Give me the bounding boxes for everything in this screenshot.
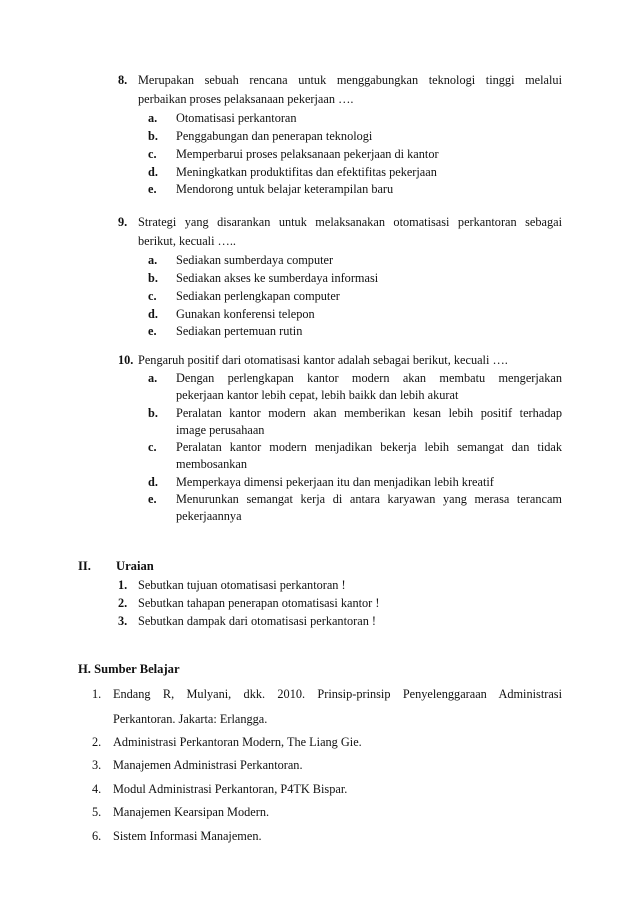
question-10-option-b-line2: image perusahaan [176,423,265,437]
question-10-option-c-line2: membosankan [176,457,248,471]
question-10-option-d-label: d. [148,475,158,489]
question-10-option-c-label: c. [148,440,157,454]
question-8-option-e-text: Mendorong untuk belajar keterampilan baru [176,182,394,196]
reference-3-number: 3. [92,758,102,772]
section-ii-title: Uraian [116,559,154,573]
question-8-option-a-text: Otomatisasi perkantoran [176,111,297,125]
question-8-number: 8. [118,73,128,87]
essay-item-1-number: 1. [118,578,128,592]
question-10-option-c-line1: Peralatan kantor modern menjadikan bekerja lebih semangat dan tidak [176,440,562,454]
question-9-option-c-text: Sediakan perlengkapan computer [176,289,340,303]
essay-item-2-number: 2. [118,596,128,610]
question-9-option-b-label: b. [148,271,158,285]
question-8-option-e-label: e. [148,182,157,196]
essay-item-3-number: 3. [118,614,128,628]
question-10-stem: Pengaruh positif dari otomatisasi kantor adalah sebagai berikut, kecuali …. [138,353,508,367]
essay-item-2-text: Sebutkan tahapan penerapan otomatisasi kantor ! [138,596,380,610]
reference-1-number: 1. [92,687,102,701]
question-10-option-d-line1: Memperkaya dimensi pekerjaan itu dan menjadikan lebih kreatif [176,475,494,489]
section-h-title: H. Sumber Belajar [78,662,180,676]
question-8-option-d-label: d. [148,165,158,179]
question-10-option-e-label: e. [148,492,157,506]
question-8-option-b-label: b. [148,129,158,143]
question-10-option-a-label: a. [148,371,158,385]
question-9-option-a-text: Sediakan sumberdaya computer [176,253,334,267]
section-ii-numeral: II. [78,559,91,573]
question-10-option-a-line1: Dengan perlengkapan kantor modern akan membatu mengerjakan [176,371,562,385]
question-10-option-a-line2: pekerjaan kantor lebih cepat, lebih baikk dan lebih akurat [176,388,459,402]
question-8-option-a-label: a. [148,111,158,125]
question-9-option-c-label: c. [148,289,157,303]
question-8-option-c-label: c. [148,147,157,161]
question-10-option-e-line1: Menurunkan semangat kerja di antara karyawan yang merasa terancam [176,492,562,506]
question-9-number: 9. [118,215,128,229]
reference-6-number: 6. [92,829,102,843]
reference-5-text: Manajemen Kearsipan Modern. [113,805,270,819]
question-8-stem-line2: perbaikan proses pelaksanaan pekerjaan …. [138,92,354,106]
question-9-option-e-text: Sediakan pertemuan rutin [176,324,303,338]
question-8-option-c-text: Memperbarui proses pelaksanaan pekerjaan di kantor [176,147,439,161]
question-9-option-d-text: Gunakan konferensi telepon [176,307,315,321]
reference-6-text: Sistem Informasi Manajemen. [113,829,262,843]
question-10-option-b-line1: Peralatan kantor modern akan memberikan kesan lebih positif terhadap [176,406,562,420]
question-8-option-d-text: Meningkatkan produktifitas dan efektifitas pekerjaan [176,165,437,179]
essay-item-3-text: Sebutkan dampak dari otomatisasi perkantoran ! [138,614,377,628]
question-10-option-b-label: b. [148,406,158,420]
question-9-option-a-label: a. [148,253,158,267]
question-9-stem-line1: Strategi yang disarankan untuk melaksanakan otomatisasi perkantoran sebagai [138,215,562,229]
question-9-option-d-label: d. [148,307,158,321]
question-9-option-b-text: Sediakan akses ke sumberdaya informasi [176,271,379,285]
reference-3-text: Manajemen Administrasi Perkantoran. [113,758,303,772]
reference-4-text: Modul Administrasi Perkantoran, P4TK Bispar. [113,782,348,796]
question-9-stem-line2: berikut, kecuali ….. [138,234,237,248]
question-8-option-b-text: Penggabungan dan penerapan teknologi [176,129,373,143]
question-10-number: 10. [118,353,134,367]
reference-2-text: Administrasi Perkantoran Modern, The Liang Gie. [113,735,362,749]
reference-1-line1: Endang R, Mulyani, dkk. 2010. Prinsip-prinsip Penyelenggaraan Administrasi [113,687,562,701]
question-10-option-e-line2: pekerjaannya [176,509,242,523]
essay-item-1-text: Sebutkan tujuan otomatisasi perkantoran ! [138,578,346,592]
reference-4-number: 4. [92,782,102,796]
reference-1-line2: Perkantoran. Jakarta: Erlangga. [113,712,268,726]
question-9-option-e-label: e. [148,324,157,338]
question-8-stem-line1: Merupakan sebuah rencana untuk menggabungkan teknologi tinggi melalui [138,73,562,87]
reference-2-number: 2. [92,735,102,749]
reference-5-number: 5. [92,805,102,819]
